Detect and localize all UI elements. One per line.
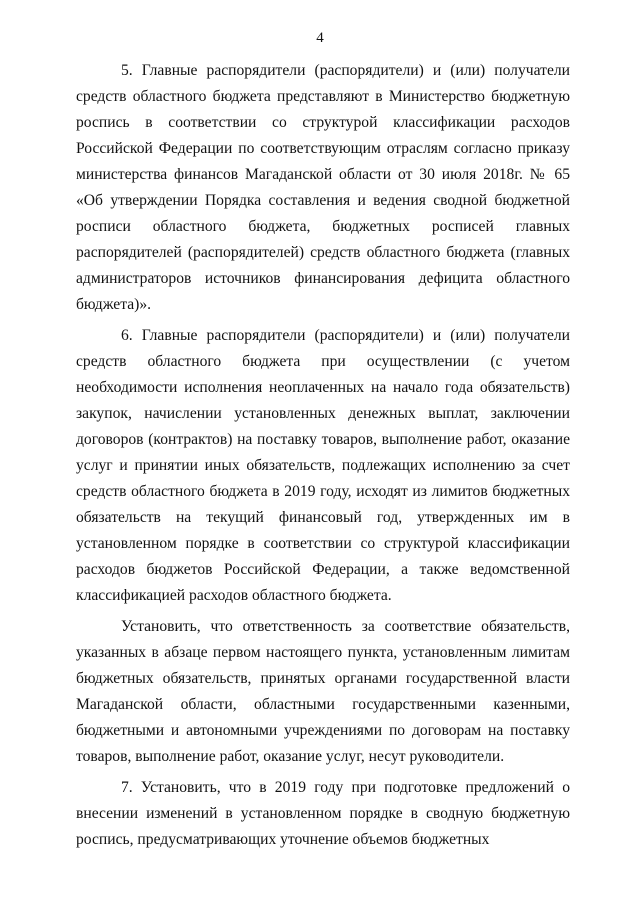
paragraph-5: 5. Главные распорядители (распорядители) и (или) получатели средств областного бюджета представляют в Министерство бюджетную роспись в соответствии со структурой классификации расходов Российской Федерации по соответствующим отраслям согласно приказу министерства финансов Магаданской области от 30 июля 2018г. № 65 «Об утверждении Порядка составления и ведения сводной бюджетной росписи областного бюджета, бюджетных росписей главных распорядителей (распорядителей) средств областного бюджета (главных администраторов источников финансирования дефицита областного бюджета)». (76, 62, 570, 313)
document-body (76, 58, 570, 853)
paragraph-6: 6. Главные распорядители (распорядители) и (или) получатели средств областного бюджета при осуществлении (с учетом необходимости исполнения неоплаченных на начало года обязательств) закупок, начислении установленных денежных выплат, заключении договоров (контрактов) на поставку товаров, выполнение работ, оказание услуг и принятии иных обязательств, подлежащих исполнению за счет средств областного бюджета в 2019 году, исходят из лимитов бюджетных обязательств на текущий финансовый год, утвержденных им в установленном порядке в соответствии со структурой классификации расходов бюджетов Российской Федерации, а также ведомственной классификацией расходов областного бюджета. (76, 327, 570, 604)
paragraph-7: 7. Установить, что в 2019 году при подготовке предложений о внесении изменений в установленном порядке в сводную бюджетную роспись, предусматривающих уточнение объемов бюджетных (76, 779, 570, 848)
paragraph-6-responsibility: Установить, что ответственность за соответствие обязательств, указанных в абзаце первом настоящего пункта, установленным лимитам бюджетных обязательств, принятых органами государственной власти Магаданской области, областными государственными казенными, бюджетными и автономными учреждениями по договорам на поставку товаров, выполнение работ, оказание услуг, несут руководители. (76, 618, 570, 765)
page-number: 4 (316, 30, 324, 46)
